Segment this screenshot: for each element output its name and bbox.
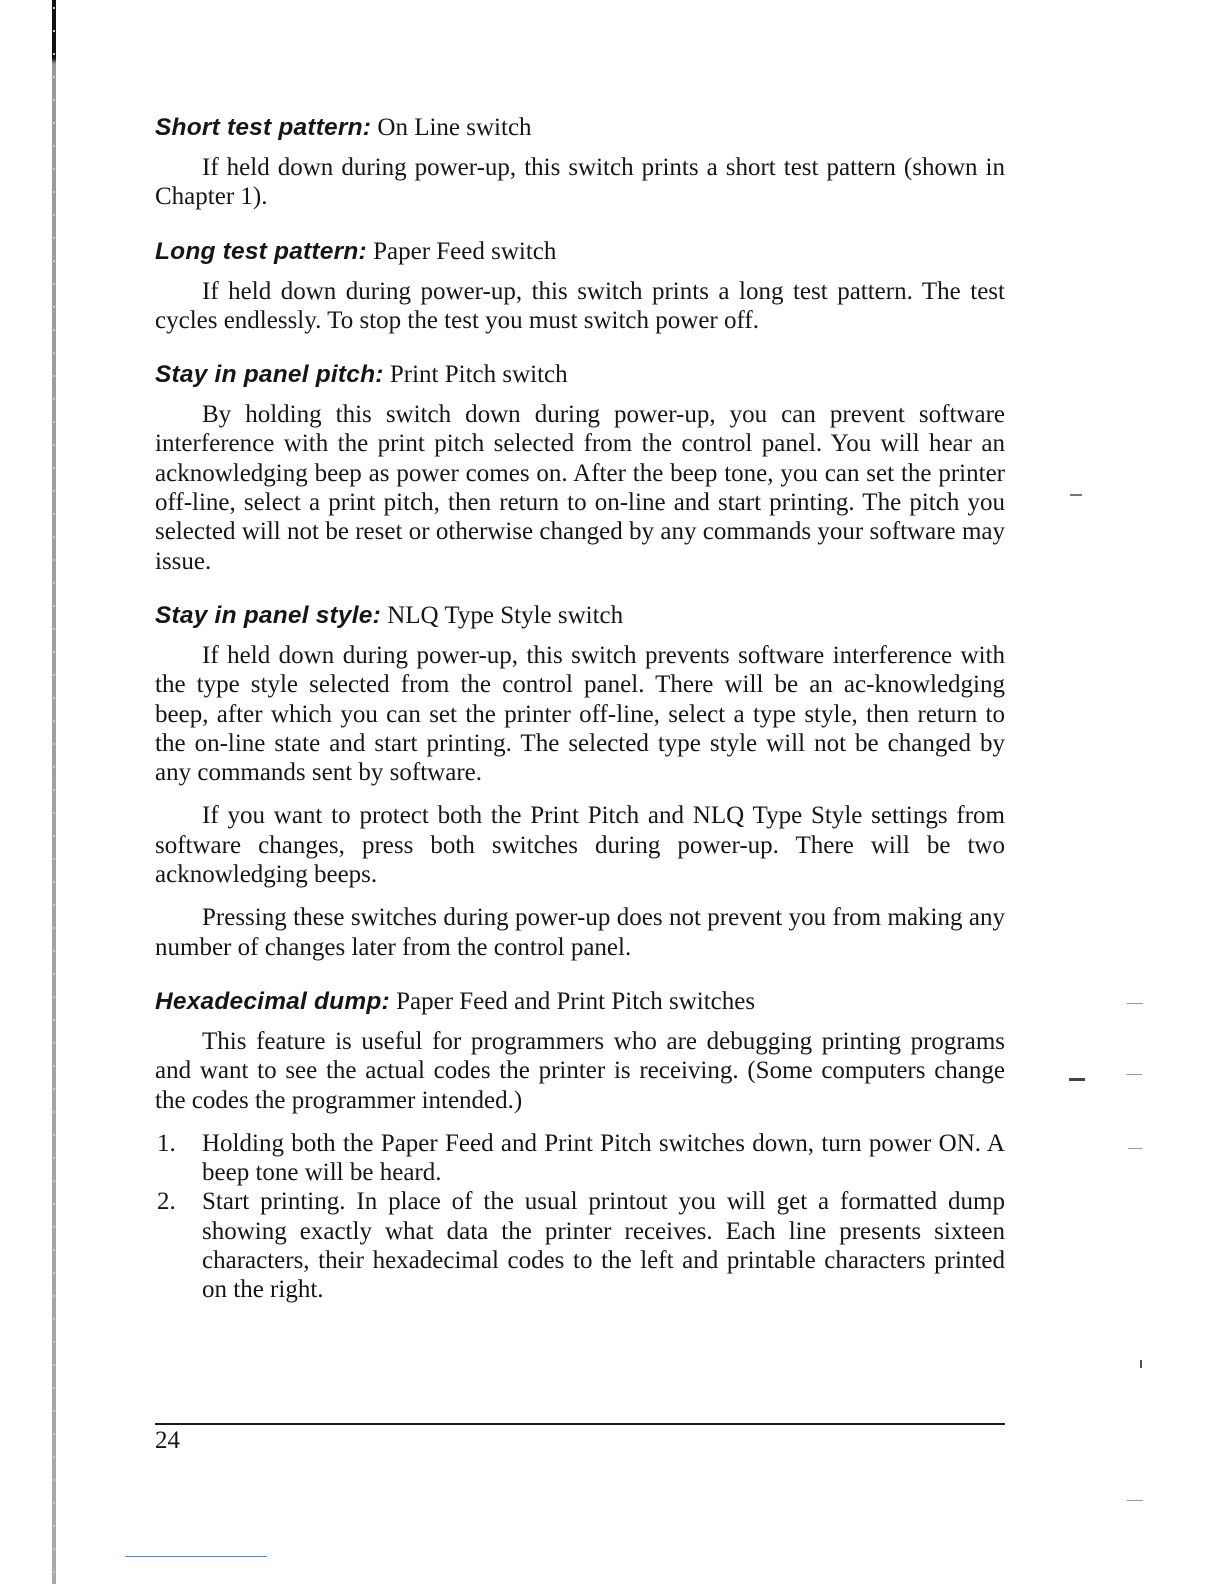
heading-desc: Paper Feed switch [373,237,557,265]
scan-speck [1126,1074,1142,1075]
section-heading [155,359,1005,391]
step-number: 1. [157,1129,176,1157]
section-stay-in-panel-style [155,600,1005,962]
section-short-test-pattern [155,112,1005,212]
paragraph: If held down during power-up, this switch prevents software interference with the type style selected from the control panel. There will be an ac-knowledging beep, after which you can set the printer off-line, select a type style, then return to the on-line state and start printing. The selected type style will not be changed by any commands sent by software. [155,641,1005,787]
list-item [155,1187,1005,1304]
paragraph: By holding this switch down during power-up, you can prevent software interference with the print pitch selected from the control panel. You will hear an acknowledging beep as power comes on. After the beep tone, you can set the printer off-line, select a print pitch, then return to on-line and start printing. The pitch you selected will not be reset or otherwise changed by any commands your software may issue. [155,401,1005,575]
page-body [155,112,1005,1329]
step-number: 2. [157,1188,176,1216]
step-text: Start printing. In place of the usual printout you will get a formatted dump showing exactly what data the printer receives. Each line presents sixteen characters, their hexadecimal codes to the left and printable characters printed on the right. [202,1188,1005,1304]
section-heading [155,600,1005,632]
section-heading [155,236,1005,268]
footer-rule [155,1423,1005,1425]
heading-term: Short test pattern: [155,114,372,141]
heading-desc: Print Pitch switch [389,361,568,389]
heading-desc: NLQ Type Style switch [387,601,624,629]
heading-desc: On Line switch [377,114,532,141]
scan-edge-rule [125,1556,267,1557]
paragraph: If held down during power-up, this switch prints a short test pattern (shown in Chapter 1). [155,154,1005,211]
scan-speck [1070,494,1082,496]
paragraph: Pressing these switches during power-up does not prevent you from making any number of changes later from the control panel. [155,904,1005,961]
steps-list [155,1129,1005,1305]
paragraph: This feature is useful for programmers who are debugging printing programs and want to see the actual codes the printer is receiving. (Some computers change the codes the programmer intended.) [155,1027,1005,1114]
scan-speck [1128,1148,1142,1149]
list-item [155,1129,1005,1188]
page-number: 24 [155,1427,180,1454]
scan-speck [1127,1500,1143,1501]
scan-speck [1140,1360,1142,1368]
section-hexadecimal-dump [155,986,1005,1305]
section-stay-in-panel-pitch [155,359,1005,576]
heading-term: Stay in panel pitch: [155,361,384,389]
heading-desc: Paper Feed and Print Pitch switches [396,987,756,1015]
binding-edge [52,0,56,1584]
heading-term: Hexadecimal dump: [155,987,390,1015]
step-text: Holding both the Paper Feed and Print Pitch switches down, turn power ON. A beep tone will be heard. [202,1129,1005,1187]
section-long-test-pattern [155,236,1005,336]
scan-speck [1069,1078,1085,1081]
heading-term: Stay in panel style: [155,601,381,629]
paragraph: If held down during power-up, this switch prints a long test pattern. The test cycles endlessly. To stop the test you must switch power off. [155,277,1005,334]
heading-term: Long test pattern: [155,237,367,265]
paragraph: If you want to protect both the Print Pitch and NLQ Type Style settings from software changes, press both switches during power-up. There will be two acknowledging beeps. [155,802,1005,889]
section-heading [155,112,1005,144]
section-heading [155,986,1005,1018]
scan-speck [1127,1003,1143,1004]
